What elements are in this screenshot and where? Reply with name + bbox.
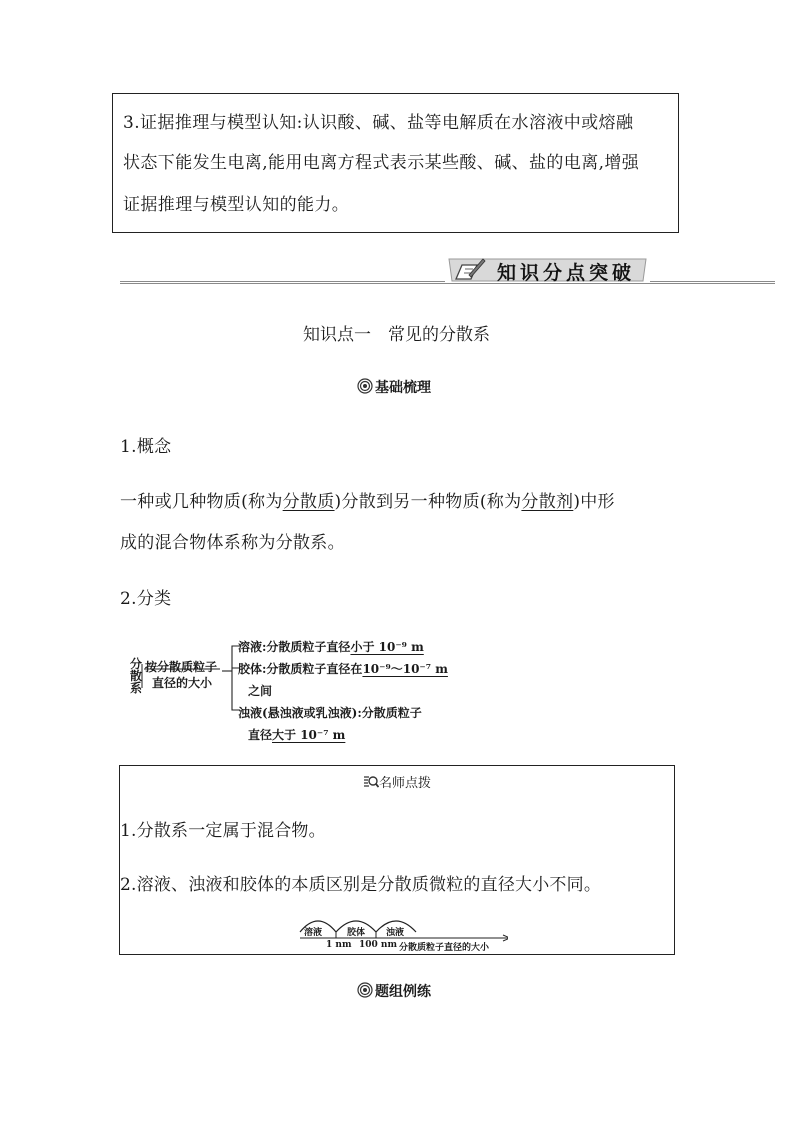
goal-line: 证据推理与模型认知的能力。 [123,195,350,215]
banner-title: 知识分点突破 [497,262,636,284]
concept-line-1 [120,487,615,512]
root-char: 分 [130,657,143,671]
scale-label-colloid: 胶体 [347,928,366,938]
teacher-tips-box [119,765,675,955]
particle-size-scale [298,908,508,952]
colloid-branch [238,660,448,677]
target-ring-icon [357,982,373,998]
exercise-heading-label: 题组例练 [375,984,431,1000]
colloid-tail: 之间 [248,684,273,698]
colloid-value: 10⁻⁹～10⁻⁷ m [362,662,448,676]
root-char: 散 [130,669,143,683]
suspension-value: 大于 10⁻⁷ m [272,728,346,742]
basics-heading [357,377,431,397]
scale-tick-100nm: 100 nm [359,940,397,950]
concept-heading: 1.概念 [120,437,172,457]
solution-text: 溶液:分散质粒子直径 [238,640,351,654]
goal-line: 3.证据推理与模型认知:认识酸、碱、盐等电解质在水溶液中或熔融 [123,113,634,133]
target-ring-icon [357,378,373,394]
solution-branch [238,638,424,655]
term-dispersoid: 分散质 [282,492,335,512]
suspension-branch: 浊液(悬浊液或乳浊液):分散质粒子 [238,706,422,720]
concept-text: 一种或几种物质(称为 [120,492,283,512]
root-label [130,658,142,694]
goal-line: 状态下能发生电离,能用电离方程式表示某些酸、碱、盐的电离,增强 [123,153,640,173]
teacher-tips-label: 名师点拨 [378,776,431,791]
scale-label-solution: 溶液 [304,928,323,938]
suspension-prefix: 直径 [248,728,273,742]
concept-text: )中形 [573,492,615,512]
concept-line-2: 成的混合物体系称为分散系。 [120,533,345,553]
scale-tick-1nm: 1 nm [326,940,352,950]
basics-heading-label: 基础梳理 [375,380,431,396]
banner-tab [445,257,650,283]
tip-item: 2.溶液、浊液和胶体的本质区别是分散质微粒的直径大小不同。 [120,875,602,895]
classification-heading: 2.分类 [120,589,172,609]
teacher-tips-heading [120,772,674,791]
pen-paper-icon [453,257,487,283]
criterion-line-1: 按分散质粒子 [145,660,218,674]
magnifier-icon [363,775,379,789]
learning-goal-box [112,93,679,233]
concept-text: )分散到另一种物质(称为 [334,492,522,512]
classification-diagram [128,636,458,746]
colloid-text: 胶体:分散质粒子直径在 [238,662,363,676]
suspension-size [248,726,345,743]
knowledge-point-title: 知识点一 常见的分散系 [303,325,490,345]
root-char: 系 [130,681,143,695]
term-dispersant: 分散剂 [521,492,574,512]
scale-label-suspension: 浊液 [386,928,405,938]
criterion-line-2: 直径的大小 [152,676,213,690]
exercise-heading [357,981,431,1001]
solution-value: 小于 10⁻⁹ m [350,640,424,654]
scale-axis-label: 分散质粒子直径的大小 [399,943,490,953]
tip-item: 1.分散系一定属于混合物。 [120,821,326,841]
section-banner [120,255,775,287]
